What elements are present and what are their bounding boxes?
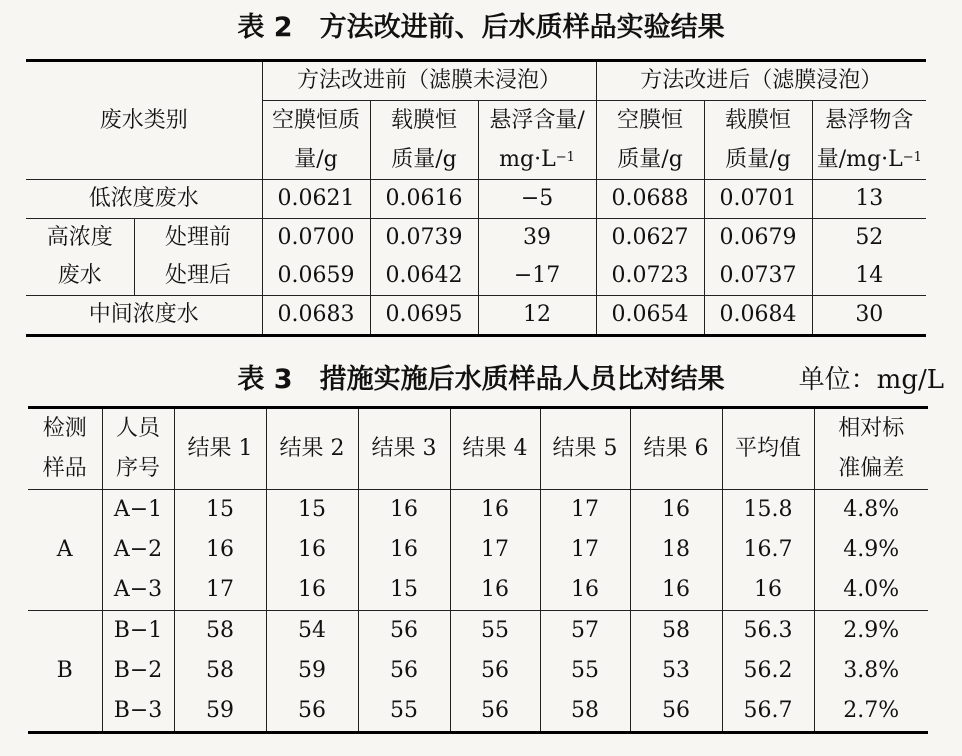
cell: 0.0739 [370, 219, 478, 258]
cell: 30 [812, 296, 926, 336]
rsd-cell: 4.0% [814, 570, 928, 611]
person-id: B−2 [102, 651, 174, 691]
cell: 12 [478, 296, 596, 336]
cell: −17 [478, 257, 596, 296]
cell: 16 [450, 570, 540, 611]
sample-label: B [56, 658, 73, 683]
cell: 56 [358, 611, 450, 652]
cell: 16 [266, 570, 358, 611]
cell: 0.0621 [262, 180, 370, 219]
row-label: 低浓度废水 [26, 180, 262, 219]
sub-header-line2: 量/g [262, 140, 370, 180]
group-before-header: 方法改进前（滤膜未浸泡） [262, 61, 596, 101]
cell: 15 [358, 570, 450, 611]
mean-cell: 56.2 [722, 651, 814, 691]
cell: 56 [450, 651, 540, 691]
cell: 54 [266, 611, 358, 652]
header-result: 结果 6 [630, 408, 722, 490]
sub-header-line1: 悬浮含量/ [478, 101, 596, 141]
person-id: B−1 [102, 611, 174, 652]
header-person-line1: 人员 [102, 408, 174, 450]
mean-cell: 16.7 [722, 530, 814, 570]
table-row [28, 570, 928, 611]
cell: 16 [540, 570, 630, 611]
cell: 16 [358, 530, 450, 570]
cell: 39 [478, 219, 596, 258]
cell: 53 [630, 651, 722, 691]
sub-header-unit: $mg\cdot L^{-1}$ [478, 140, 596, 180]
row-label: 处理前 [134, 219, 262, 258]
cell: 16 [450, 490, 540, 531]
cell: 56 [358, 651, 450, 691]
rsd-cell: 2.9% [814, 611, 928, 652]
cell: 16 [358, 490, 450, 531]
cell: 16 [630, 490, 722, 531]
table-row [26, 257, 926, 296]
cell: 58 [174, 611, 266, 652]
header-sample-line1: 检测 [42, 416, 87, 441]
cell: 59 [174, 691, 266, 733]
superscript: −1 [902, 150, 922, 165]
header-sample-line2: 样品 [28, 449, 102, 490]
cell: 0.0659 [262, 257, 370, 296]
cell: 16 [266, 530, 358, 570]
table-row [28, 490, 928, 531]
sub-header-line1: 空膜恒 [596, 101, 704, 141]
cell: 58 [630, 611, 722, 652]
sub-header-line1: 空膜恒质 [262, 101, 370, 141]
cell: 55 [450, 611, 540, 652]
mean-cell: 16 [722, 570, 814, 611]
sub-header-line2: 质量/g [596, 140, 704, 180]
cell: 52 [812, 219, 926, 258]
header-rsd-line2: 准偏差 [814, 449, 928, 490]
row-label: 处理后 [134, 257, 262, 296]
header-result: 结果 4 [450, 408, 540, 490]
header-result: 结果 1 [174, 408, 266, 490]
group-label-line2: 废水 [26, 257, 134, 296]
cell: 0.0654 [596, 296, 704, 336]
cell: 55 [540, 651, 630, 691]
sub-header-line1: 载膜恒 [704, 101, 812, 141]
cell: 56 [266, 691, 358, 733]
rsd-cell: 4.8% [814, 490, 928, 531]
cell: 18 [630, 530, 722, 570]
cell: 0.0684 [704, 296, 812, 336]
group-label-line1: 高浓度 [46, 225, 113, 250]
cell: −5 [478, 180, 596, 219]
table3-caption: 表 3 措施实施后水质样品人员比对结果 [237, 364, 725, 395]
cell: 59 [266, 651, 358, 691]
cell: 17 [174, 570, 266, 611]
cell: 57 [540, 611, 630, 652]
rsd-cell: 4.9% [814, 530, 928, 570]
table3 [28, 406, 928, 734]
sub-header-line1: 悬浮物含 [812, 101, 926, 141]
person-id: B−3 [102, 691, 174, 733]
cell: 0.0679 [704, 219, 812, 258]
cell: 55 [358, 691, 450, 733]
sample-label: A [28, 490, 102, 611]
header-person-line2: 序号 [102, 449, 174, 490]
person-id: A−1 [102, 490, 174, 531]
table-row [28, 651, 928, 691]
table-row [26, 296, 926, 336]
table-row [28, 530, 928, 570]
header-result: 结果 3 [358, 408, 450, 490]
table2 [26, 59, 926, 337]
table-row [28, 691, 928, 733]
cell: 13 [812, 180, 926, 219]
row-header: 废水类别 [26, 61, 262, 180]
rsd-cell: 3.8% [814, 651, 928, 691]
cell: 56 [450, 691, 540, 733]
table-row [26, 180, 926, 219]
cell: 17 [540, 530, 630, 570]
cell: 17 [540, 490, 630, 531]
cell: 56 [630, 691, 722, 733]
cell: 17 [450, 530, 540, 570]
cell: 0.0688 [596, 180, 704, 219]
mean-cell: 15.8 [722, 490, 814, 531]
superscript: −1 [555, 150, 575, 165]
cell: 0.0737 [704, 257, 812, 296]
cell: 0.0627 [596, 219, 704, 258]
table2-caption: 表 2 方法改进前、后水质样品实验结果 [237, 12, 725, 43]
cell: 0.0683 [262, 296, 370, 336]
cell: 14 [812, 257, 926, 296]
cell: 15 [266, 490, 358, 531]
table-row [28, 611, 928, 652]
header-result: 结果 5 [540, 408, 630, 490]
cell: 58 [540, 691, 630, 733]
group-after-header: 方法改进后（滤膜浸泡） [596, 61, 926, 101]
cell: 16 [630, 570, 722, 611]
mean-cell: 56.3 [722, 611, 814, 652]
header-result: 结果 2 [266, 408, 358, 490]
sub-header-line2: 质量/g [704, 140, 812, 180]
sub-header-line1: 载膜恒 [370, 101, 478, 141]
table3-caption-bar [0, 360, 962, 400]
cell: 0.0642 [370, 257, 478, 296]
cell: 0.0723 [596, 257, 704, 296]
header-rsd-line1: 相对标 [814, 408, 928, 450]
header-mean: 平均值 [722, 408, 814, 490]
person-id: A−3 [102, 570, 174, 611]
cell: 15 [174, 490, 266, 531]
cell: 58 [174, 651, 266, 691]
unit-label: 单位：mg/L [798, 365, 944, 395]
sub-header-unit: 量$/mg\cdot L^{-1}$ [812, 140, 926, 180]
row-label: 中间浓度水 [88, 302, 199, 327]
cell: 0.0700 [262, 219, 370, 258]
sub-header-line2: 质量/g [370, 140, 478, 180]
mean-cell: 56.7 [722, 691, 814, 733]
person-id: A−2 [102, 530, 174, 570]
cell: 0.0701 [704, 180, 812, 219]
rsd-cell: 2.7% [814, 691, 928, 733]
cell: 16 [174, 530, 266, 570]
table-row [26, 219, 926, 258]
cell: 0.0616 [370, 180, 478, 219]
cell: 0.0695 [370, 296, 478, 336]
